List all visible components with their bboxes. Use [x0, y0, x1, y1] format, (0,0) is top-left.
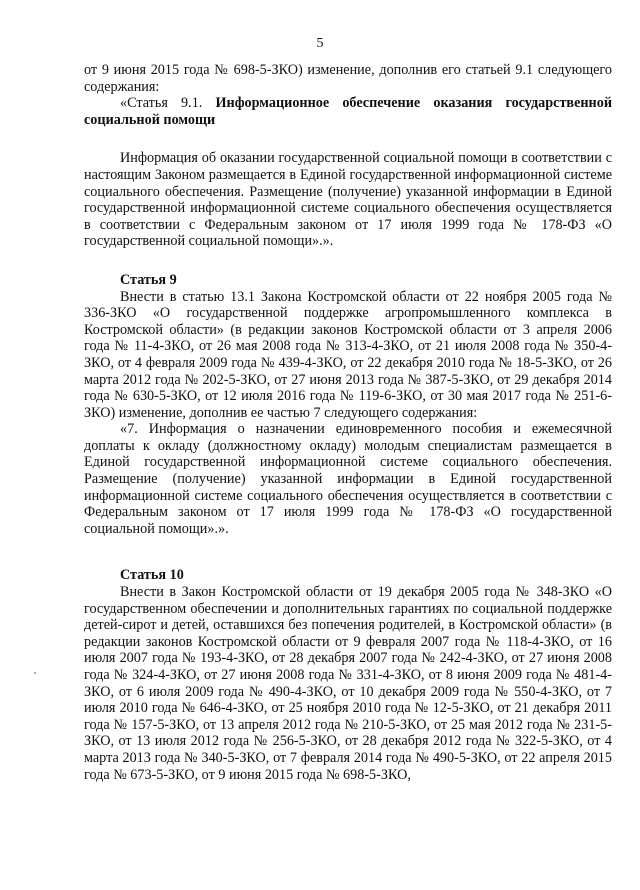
- scan-speck: [34, 672, 36, 674]
- article-9-body: Внести в статью 13.1 Закона Костромской области от 22 ноября 2005 года № 336-ЗКО «О государственной поддержке агропромышленного комплекса в Костромской области» (в редакции законов Костромской области от 3 апреля 2006 года № 11-4-ЗКО, от 26 мая 2008 года № 313-4-ЗКО, от 21 июля 2008 года № 350-4-ЗКО, от 4 февраля 2009 года № 439-4-ЗКО, от 22 декабря 2010 года № 18-5-ЗКО, от 26 марта 2012 года № 202-5-ЗКО, от 27 июня 2013 года № 387-5-ЗКО, от 29 декабря 2014 года № 630-5-ЗКО, от 12 июля 2016 года № 119-6-ЗКО, от 30 мая 2017 года № 251-6-ЗКО) изменение, дополнив ее частью 7 следующего содержания:: [84, 288, 612, 421]
- article-9-quote: «7. Информация о назначении единовременного пособия и ежемесячной доплаты к окладу (должностному окладу) молодым специалистам размещается в Единой государственной информационной системе социального обеспечения. Размещение (получение) указанной информации в Единой государственной информационной системе социального обеспечения осуществляется в соответствии с Федеральным законом от 17 июля 1999 года № 178-ФЗ «О государственной социальной помощи».».: [84, 421, 612, 537]
- article-9-1-body: Информация об оказании государственной социальной помощи в соответствии с настоящим Законом размещается в Единой государственной информационной системе социального обеспечения. Размещение (получение) указанной информации в Единой государственной информационной системе социального обеспечения осуществляется в соответствии с Федеральным законом от 17 июля 1999 года № 178-ФЗ «О государственной социальной помощи».».: [84, 150, 612, 250]
- article-9-1-title-line: [84, 95, 612, 128]
- article-9-1-title: Информационное обеспечение оказания государственной социальной помощи: [84, 95, 612, 128]
- intro-continuation: от 9 июня 2015 года № 698-5-ЗКО) изменение, дополнив его статьей 9.1 следующего содержания:: [84, 62, 612, 95]
- article-9-1-prefix: «Статья 9.1.: [120, 95, 216, 112]
- page-number: 5: [316, 36, 324, 51]
- article-10-body: Внести в Закон Костромской области от 19 декабря 2005 года № 348-ЗКО «О государственном обеспечении и дополнительных гарантиях по социальной поддержке детей-сирот и детей, оставшихся без попечения родителей, в Костромской области» (в редакции законов Костромской области от 9 февраля 2007 года № 118-4-ЗКО, от 16 июля 2007 года № 193-4-ЗКО, от 28 декабря 2007 года № 242-4-ЗКО, от 27 июня 2008 года № 324-4-ЗКО, от 27 июня 2008 года № 331-4-ЗКО, от 8 июня 2009 года № 481-4-ЗКО, от 6 июля 2009 года № 490-4-ЗКО, от 10 декабря 2009 года № 550-4-ЗКО, от 7 июля 2010 года № 646-4-ЗКО, от 25 ноября 2010 года № 12-5-ЗКО, от 21 декабря 2011 года № 157-5-ЗКО, от 13 апреля 2012 года № 210-5-ЗКО, от 25 мая 2012 года № 231-5-ЗКО, от 13 июля 2012 года № 256-5-ЗКО, от 28 декабря 2012 года № 322-5-ЗКО, от 4 марта 2013 года № 340-5-ЗКО, от 7 февраля 2014 года № 490-5-ЗКО, от 22 апреля 2015 года № 673-5-ЗКО, от 9 июня 2015 года № 698-5-ЗКО,: [84, 584, 612, 783]
- article-10-heading: Статья 10: [120, 567, 184, 584]
- article-9-heading: Статья 9: [120, 271, 177, 288]
- document-body: [84, 62, 612, 783]
